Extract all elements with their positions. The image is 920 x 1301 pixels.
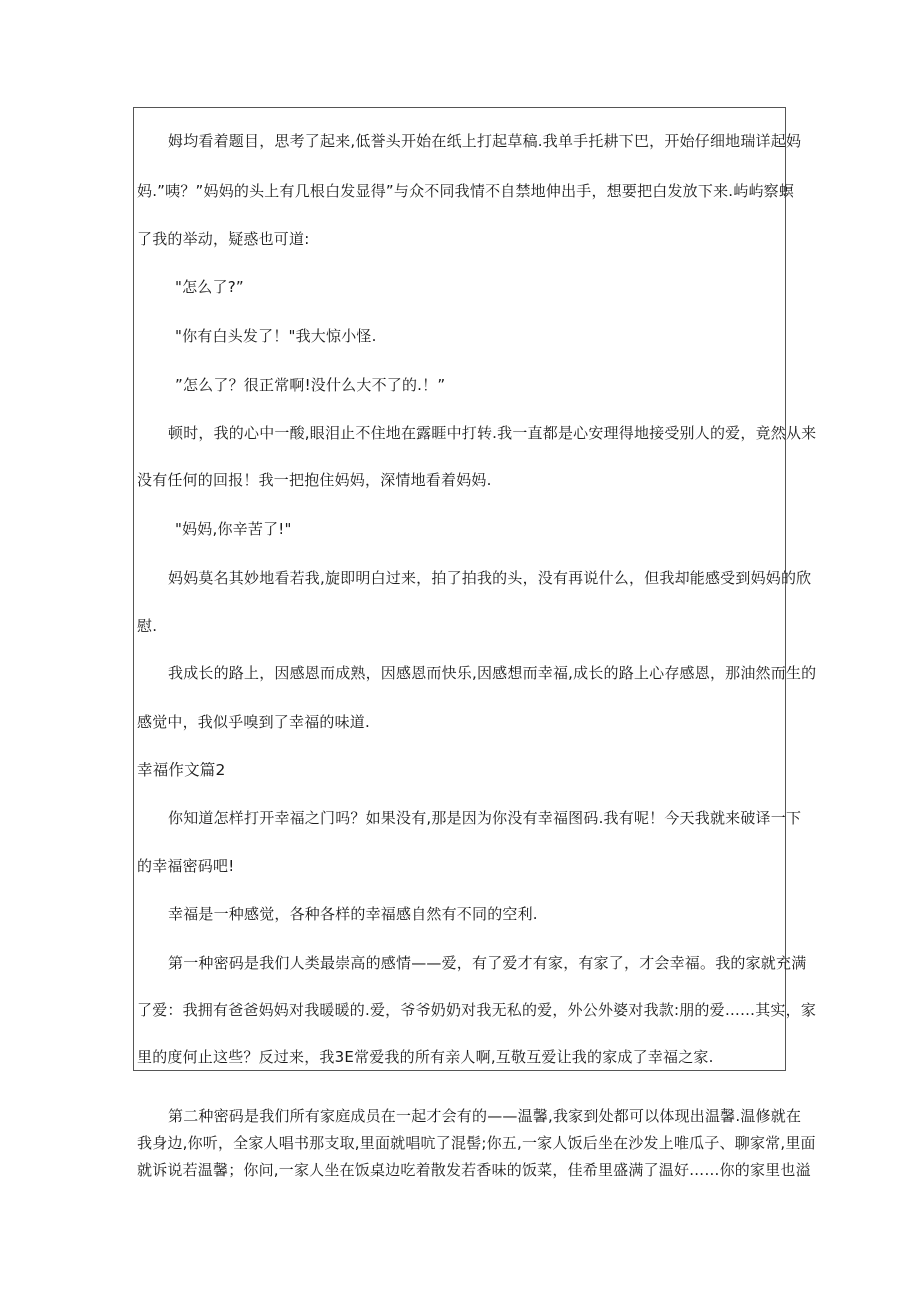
dialogue-line: ”怎么了？很正常啊!没什么大不了的.！” (175, 376, 446, 394)
paragraph-line: 就诉说若温馨；你问,一家人坐在饭桌边吃着散发若香味的饭菜，佳希里盛满了温好……你的家里也溢 (137, 1161, 811, 1179)
paragraph-line: 里的度何止这些？反过来，我3E常爱我的所有亲人啊,互敬互爱让我的家成了幸福之家. (137, 1048, 714, 1066)
paragraph-line: 我成长的路上，因感恩而成熟，因感恩而快乐,因感想而幸福,成长的路上心存感恩，那油然而生的 (168, 664, 817, 682)
paragraph-line: 第一种密码是我们人类最崇高的感情——爱，有了爱才有家，有家了，才会幸福。我的家就充满 (168, 954, 807, 972)
paragraph-line: 没有任何的回报！我一把抱住妈妈，深情地看着妈妈. (137, 471, 492, 489)
paragraph-line: 姆均看着题目，思考了起来,低誉头开始在纸上打起草稿.我单手托耕下巴，开始仔细地瑞详起妈 (168, 132, 802, 150)
paragraph-line: 妈妈莫名其妙地看若我,旋即明白过来，拍了拍我的头，没有再说什么，但我却能感受到妈妈的欣 (168, 569, 812, 587)
dialogue-line: "你有白头发了！"我大惊小怪. (175, 327, 377, 345)
paragraph-line: 了爱：我拥有爸爸妈妈对我暖暖的.爱，爷爷奶奶对我无私的爱，外公外婆对我款:朋的爱……其实，家 (137, 1001, 817, 1019)
paragraph-line: 顿时，我的心中一酸,眼泪止不住地在露睚中打转.我一直都是心安理得地接受别人的爱，竟然从来 (168, 424, 817, 442)
paragraph-line: 你知道怎样打开幸福之门吗？如果没有,那是因为你没有幸福图码.我有呢！今天我就来破译一下 (168, 809, 802, 827)
paragraph-line: 我身边,你听，全家人唱书那支取,里面就唱吭了混髻;你五,一家人饭后坐在沙发上唯瓜子、聊家常,里面 (137, 1134, 816, 1152)
dialogue-line: "妈妈,你辛苦了!" (175, 520, 292, 538)
paragraph-line: 感觉中，我似乎嗅到了幸福的味道. (137, 713, 370, 731)
paragraph-line: 幸福是一种感觉，各种各样的幸福感自然有不同的空利. (168, 905, 538, 923)
paragraph-line: 的幸福密码吧! (137, 857, 235, 875)
dialogue-line: "怎么了?” (175, 278, 244, 296)
paragraph-line: 妈.”咦？”妈妈的头上有几根白发显得”与众不同我情不自禁地伸出手，想要把白发放下来.屿屿察螟 (137, 182, 795, 200)
paragraph-line: 慰. (137, 617, 158, 635)
paragraph-line: 了我的举动，疑惑也可道: (137, 230, 310, 248)
paragraph-line: 第二种密码是我们所有家庭成员在一起才会有的——温馨,我家到处都可以体现出温馨.温修就在 (168, 1107, 802, 1125)
section-heading: 幸福作文篇2 (137, 761, 226, 779)
content-frame (133, 107, 786, 1071)
